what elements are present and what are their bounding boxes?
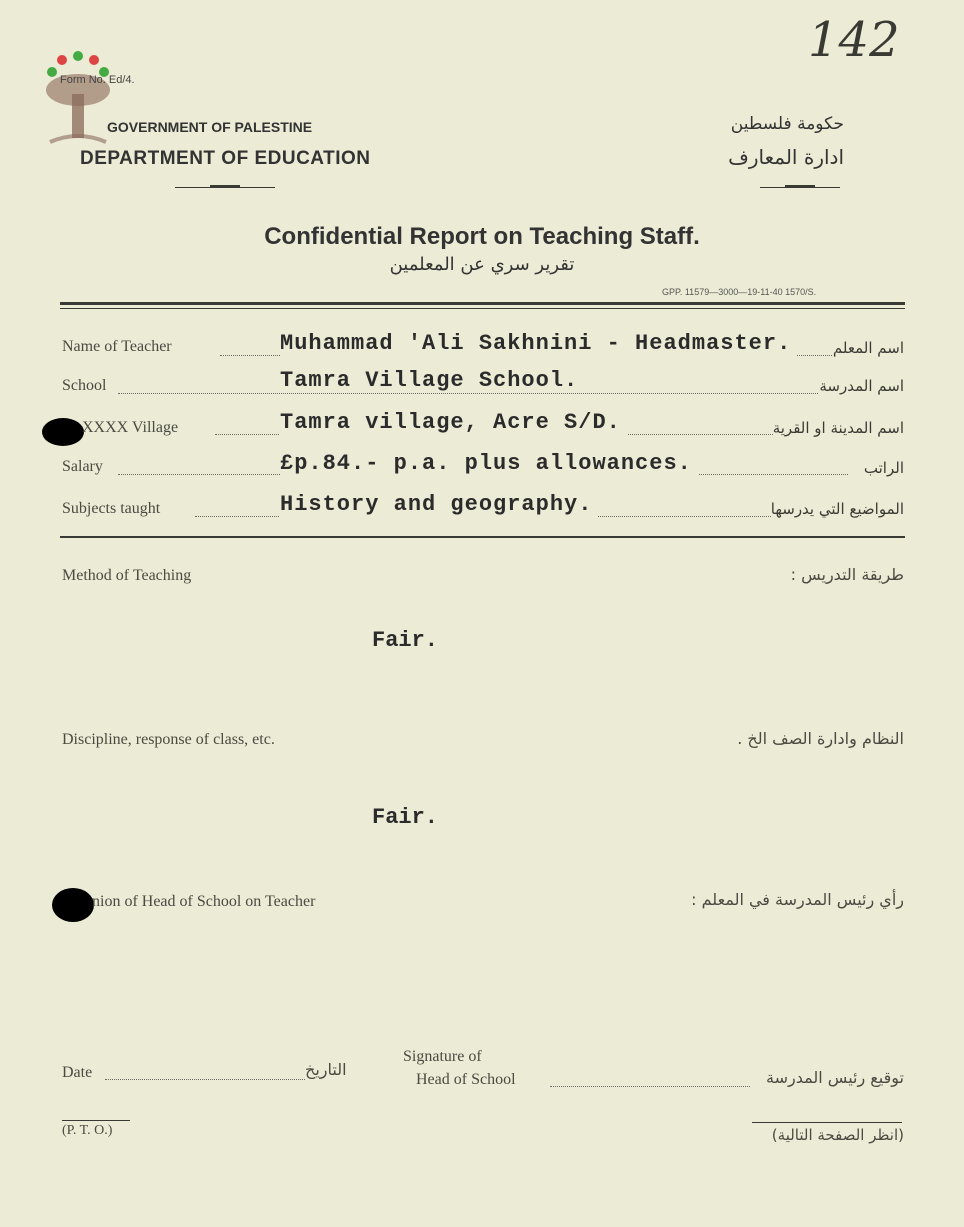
field-value: History and geography. [280, 492, 598, 517]
field-label-ar: الراتب [863, 459, 904, 477]
government-title-en: GOVERNMENT OF PALESTINE [107, 119, 313, 135]
page-number: 142 [808, 12, 900, 68]
date-dots [105, 1079, 305, 1080]
field-value: Tamra village, Acre S/D. [280, 410, 627, 435]
top-double-rule-1 [60, 302, 905, 305]
fields-bottom-rule [60, 536, 905, 538]
form-number: Form No. Ed/4. [60, 74, 135, 86]
section-answer: Fair. [372, 628, 439, 653]
field-label-en: School [62, 377, 107, 394]
report-title-en: Confidential Report on Teaching Staff. [264, 223, 700, 250]
report-title-ar: تقرير سري عن المعلمين [389, 254, 575, 275]
field-label-en: Subjects taught [62, 500, 161, 517]
field-dots [118, 393, 818, 394]
section-label-en: Method of Teaching [62, 567, 192, 584]
field-label-ar: المواضيع التي يدرسها [770, 500, 904, 518]
field-value: £p.84.- p.a. plus allowances. [280, 451, 698, 476]
pto-rule-left [62, 1120, 130, 1121]
top-double-rule-2 [60, 308, 905, 309]
date-label-ar: التاريخ [305, 1060, 347, 1079]
department-title-ar: ادارة المعارف [728, 145, 844, 169]
department-title-en: DEPARTMENT OF EDUCATION [80, 148, 371, 169]
redaction-mark [42, 418, 84, 446]
pto-en: (P. T. O.) [62, 1123, 113, 1138]
header-rule-right-thick [785, 185, 815, 188]
signature-label-en-2: Head of School [416, 1071, 516, 1088]
redaction-mark [52, 888, 94, 922]
signature-label-en-1: Signature of [403, 1048, 482, 1065]
field-label-en: Name of Teacher [62, 338, 172, 355]
section-label-en: Discipline, response of class, etc. [62, 731, 275, 748]
pto-rule-right [752, 1122, 902, 1123]
pto-ar: (انظر الصفحة التالية) [771, 1126, 904, 1144]
signature-label-ar: توقيع رئيس المدرسة [766, 1068, 904, 1087]
government-title-ar: حكومة فلسطين [730, 114, 844, 134]
archive-logo-icon [40, 50, 120, 160]
date-label-en: Date [62, 1064, 93, 1081]
signature-dots [550, 1086, 750, 1087]
field-label-en: Salary [62, 458, 103, 475]
section-label-ar: طريقة التدريس : [790, 565, 904, 584]
section-label-en: nion of Head of School on Teacher [92, 893, 316, 910]
print-reference: GPP. 11579—3000—19-11-40 1570/S. [662, 287, 817, 297]
field-label-ar: اسم المعلم [832, 339, 904, 357]
field-label-ar: اسم المدينة او القرية [772, 419, 904, 437]
section-answer: Fair. [372, 805, 439, 830]
field-label-ar: اسم المدرسة [819, 377, 904, 395]
field-value: Muhammad 'Ali Sakhnini - Headmaster. [280, 331, 797, 356]
section-label-ar: النظام وادارة الصف الخ . [737, 729, 904, 748]
field-value: Tamra Village School. [280, 368, 584, 393]
section-label-ar: رأي رئيس المدرسة في المعلم : [691, 890, 904, 909]
header-rule-left-thick [210, 185, 240, 188]
field-label-en: XXXX Village [82, 419, 179, 436]
